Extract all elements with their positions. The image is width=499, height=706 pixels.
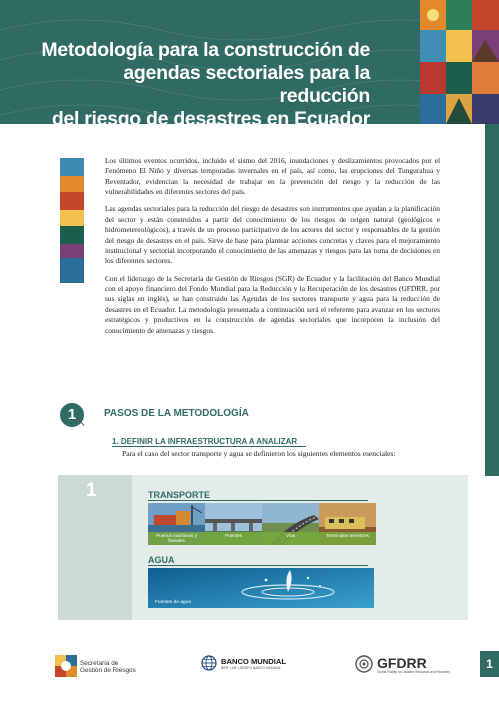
gfdrr-name: GFDRR [377, 655, 427, 671]
intro-artwork-strip [60, 158, 84, 283]
water-item-label: Fuentes de agua [155, 600, 192, 605]
transport-item-terminals [319, 503, 376, 545]
step-number-badge: 1 [60, 403, 84, 427]
intro-paragraph: Con el liderazgo de la Secretaría de Gestión de Riesgos (SGR) de Ecuador y la facilitación del Banco Mundial con el apoyo financiero del Fondo Mundial para la Reducción y la Recuperación de los desastres (GFDRR, por sus siglas en inglés), se han construido las Agendas de los sectores transporte y agua para la reducción de desastres en el Ecuador. La metodología presentada a continuación será el referente para avanzar en los sectores estratégicos y productivos en la construcción de agendas sectoriales que incorporen la inclusión del conocimiento de amenazas y riesgos. [105, 273, 440, 335]
transport-item-label: Puentes [205, 532, 262, 545]
title-line: Metodología para la construcción de [41, 39, 370, 61]
title-line: del riesgo de desastres en Ecuador [51, 108, 370, 130]
methodology-heading: PASOS DE LA METODOLOGÍA [104, 408, 249, 419]
page-title [40, 39, 370, 131]
transport-item-ports [148, 503, 205, 545]
side-accent-bar [485, 124, 499, 476]
transport-item-bridges [205, 503, 262, 545]
world-bank-subtitle: BIRF • AIF | GRUPO BANCO MUNDIAL [221, 666, 282, 670]
intro-text [105, 156, 440, 343]
intro-paragraph: Los últimos eventos ocurridos, incluido el sismo del 2016, inundaciones y deslizamientos provocados por el Fenómeno El Niño y diversas temporadas invernales en el país, así como, las erupciones del Tungurahua y Reventador, evidencian la necesidad de trabajar en la prevención del riesgo y la reducción de las vulnerabilidades en diferentes sectores del país. [105, 156, 440, 197]
cursor-icon: ↖ [76, 415, 87, 429]
gfdrr-logo-icon [355, 655, 373, 673]
gfdrr-subtitle: Global Facility for Disaster Reduction and Recovery [377, 670, 450, 674]
sgr-line: Gestión de Riesgos [80, 667, 136, 675]
transport-item-roads [262, 503, 319, 545]
divider [148, 565, 368, 566]
page-number: 1 [480, 651, 499, 677]
panel-number: 1 [86, 480, 97, 501]
sgr-logo-icon [55, 655, 77, 677]
transport-item-label: Puertos marítimos y fluviales [148, 532, 205, 545]
intro-paragraph: Las agendas sectoriales para la reducción del riesgo de desastres son instrumentos que ayudan a la planificación del sector y están construidos a partir del conocimiento de los riesgos de origen natural (geológicos e hidrometereológicos), a través de un proceso participativo de los actores del sector y responsables de la gestión del riesgo de desastres en el país. Sirve de base para plantear acciones concretas y claves para el mejoramiento institucional y sectorial incorporando el conocimiento de las amenazas y riesgos para las toma de decisiones en los diferentes sectores. [105, 204, 440, 266]
title-line: agendas sectoriales para la reducción [123, 62, 370, 107]
step1-description: Para el caso del sector transporte y agua se definieron los siguientes elementos esenciales: [122, 449, 396, 458]
step1-title: 1. DEFINIR LA INFRAESTRUCTURA A ANALIZAR [112, 437, 298, 446]
transport-item-label: Terminales terrestres [319, 532, 376, 545]
header-artwork-image [420, 0, 499, 124]
divider [112, 446, 306, 447]
water-heading: AGUA [148, 555, 175, 565]
transport-item-label: Vías [262, 532, 319, 545]
sgr-logo-text [80, 660, 136, 675]
divider [148, 500, 368, 501]
world-bank-name: BANCO MUNDIAL [221, 657, 286, 666]
world-bank-globe-icon [201, 655, 217, 671]
transport-heading: TRANSPORTE [148, 490, 211, 500]
sgr-line: Secretaría de [80, 660, 119, 667]
